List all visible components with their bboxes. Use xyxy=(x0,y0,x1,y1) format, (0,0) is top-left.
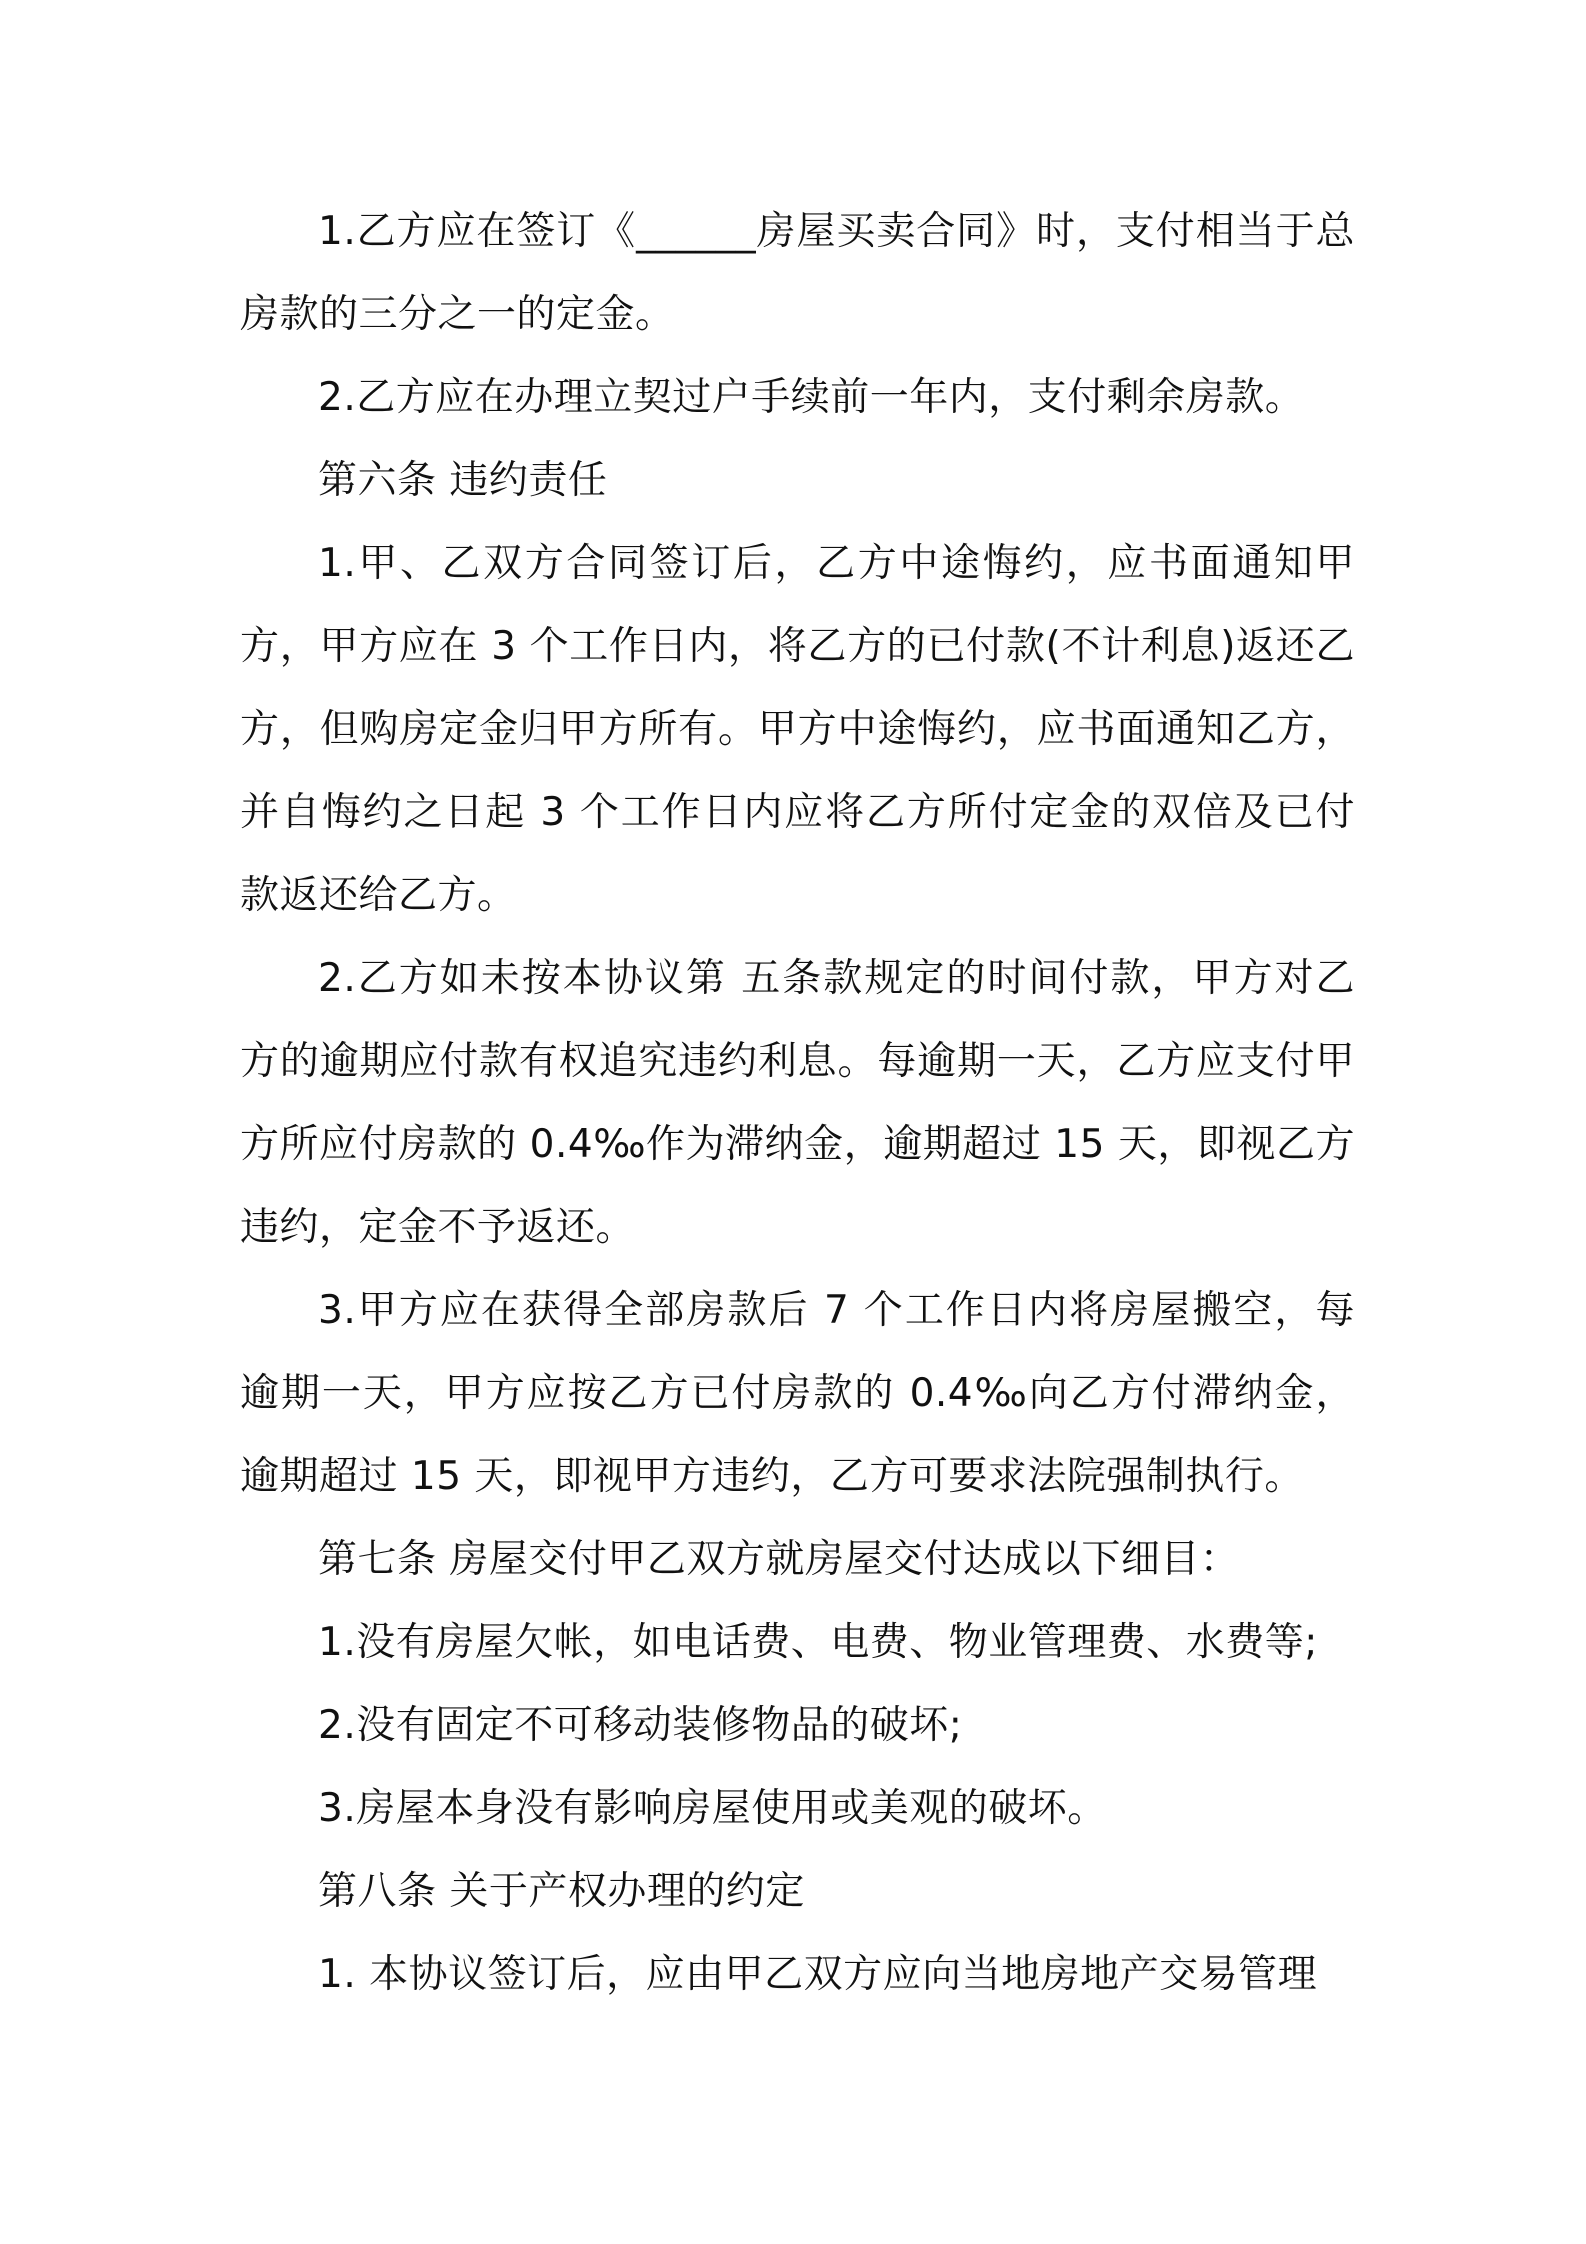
article-7-item-3: 3.房屋本身没有影响房屋使用或美观的破坏。 xyxy=(318,1786,1107,1831)
article-6-heading: 第六条 违约责任 xyxy=(318,458,608,503)
paragraph-deposit-payment: 1.乙方应在签订《______房屋买卖合同》时，支付相当于总房款的三分之一的定金。 xyxy=(240,209,1355,337)
article-6-clause-1: 1.甲、乙双方合同签订后，乙方中途悔约，应书面通知甲方，甲方应在 3 个工作日内，将乙方的已付款(不计利息)返还乙方，但购房定金归甲方所有。甲方中途悔约，应书面通知乙方，并自悔约之日起 3 个工作日内应将乙方所付定金的双倍及已付款返还给乙方。 xyxy=(240,541,1355,918)
article-6-clause-3: 3.甲方应在获得全部房款后 7 个工作日内将房屋搬空，每逾期一天，甲方应按乙方已付房款的 0.4‰向乙方付滞纳金，逾期超过 15 天，即视甲方违约，乙方可要求法院强制执行。 xyxy=(240,1288,1355,1499)
article-7-item-1: 1.没有房屋欠帐，如电话费、电费、物业管理费、水费等; xyxy=(318,1620,1318,1665)
article-7-heading: 第七条 房屋交付甲乙双方就房屋交付达成以下细目： xyxy=(318,1537,1240,1582)
article-6-clause-2: 2.乙方如未按本协议第 五条款规定的时间付款，甲方对乙方的逾期应付款有权追究违约利息。每逾期一天，乙方应支付甲方所应付房款的 0.4‰作为滞纳金，逾期超过 15 天，即视乙方违约，定金不予返还。 xyxy=(240,956,1355,1250)
article-8-clause-1: 1. 本协议签订后，应由甲乙双方应向当地房地产交易管理 xyxy=(318,1952,1318,1997)
article-7-item-2: 2.没有固定不可移动装修物品的破坏; xyxy=(318,1703,963,1748)
document-body xyxy=(240,190,1355,2016)
article-8-heading: 第八条 关于产权办理的约定 xyxy=(318,1869,805,1914)
paragraph-remaining-payment: 2.乙方应在办理立契过户手续前一年内，支付剩余房款。 xyxy=(318,375,1305,420)
